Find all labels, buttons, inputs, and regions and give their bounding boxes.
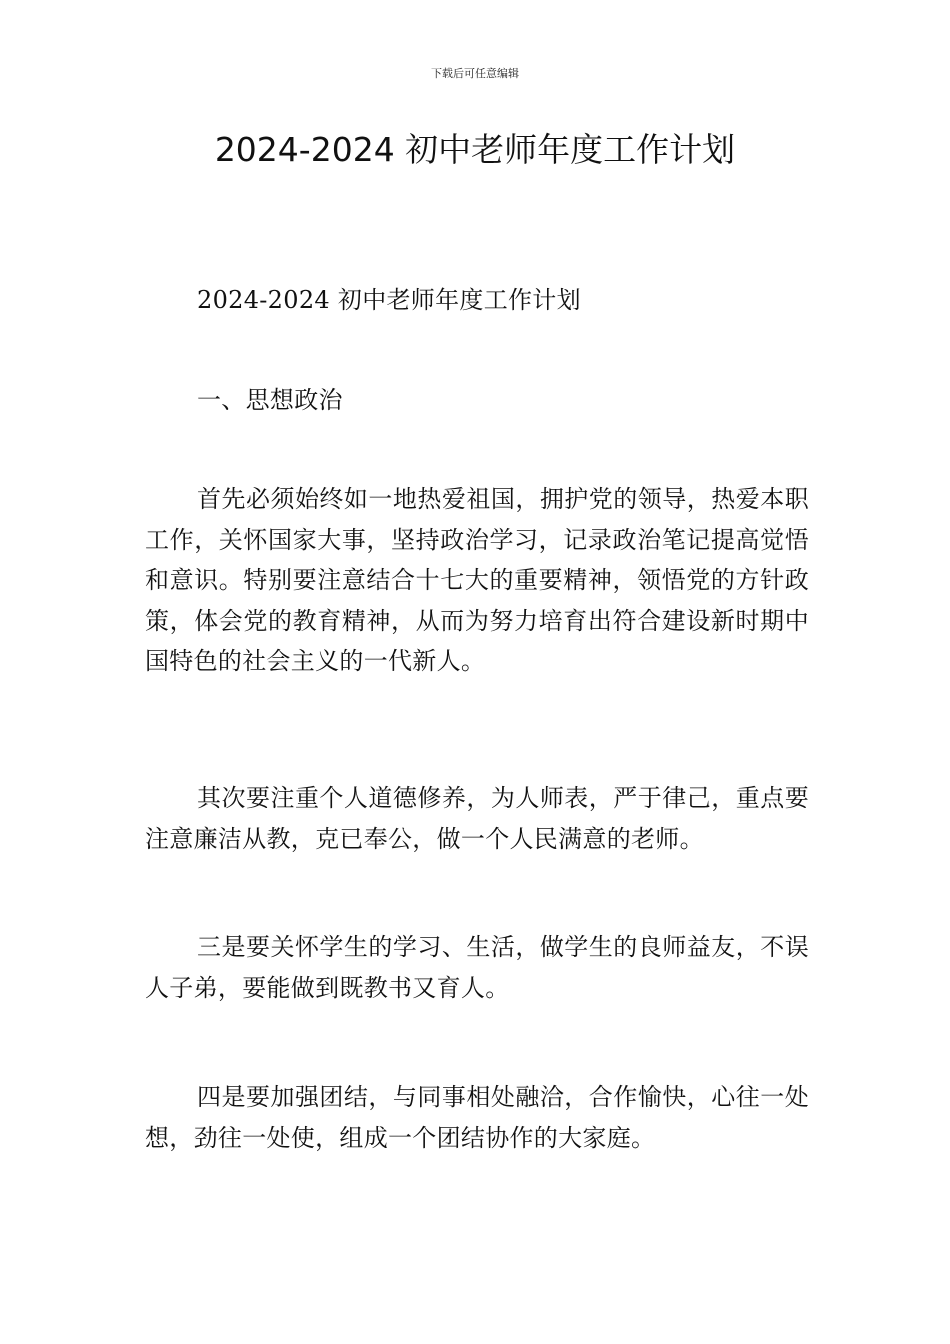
paragraph: 四是要加强团结，与同事相处融洽，合作愉快，心往一处想，劲往一处使，组成一个团结协作的大家庭。	[145, 1083, 809, 1152]
document-subtitle: 2024-2024 初中老师年度工作计划	[197, 286, 581, 314]
section-heading: 一、思想政治	[197, 386, 343, 414]
document-title: 2024-2024 初中老师年度工作计划	[214, 130, 736, 169]
paragraph: 三是要关怀学生的学习、生活，做学生的良师益友，不误人子弟，要能做到既教书又育人。	[145, 933, 809, 1002]
header-note: 下载后可任意编辑	[431, 67, 519, 80]
paragraph: 其次要注重个人道德修养，为人师表，严于律己，重点要注意廉洁从教，克已奉公，做一个人民满意的老师。	[145, 784, 809, 853]
paragraph: 首先必须始终如一地热爱祖国，拥护党的领导，热爱本职工作，关怀国家大事，坚持政治学习，记录政治笔记提高觉悟和意识。特别要注意结合十七大的重要精神，领悟党的方针政策，体会党的教育精神，从而为努力培育出符合建设新时期中国特色的社会主义的一代新人。	[145, 485, 809, 675]
